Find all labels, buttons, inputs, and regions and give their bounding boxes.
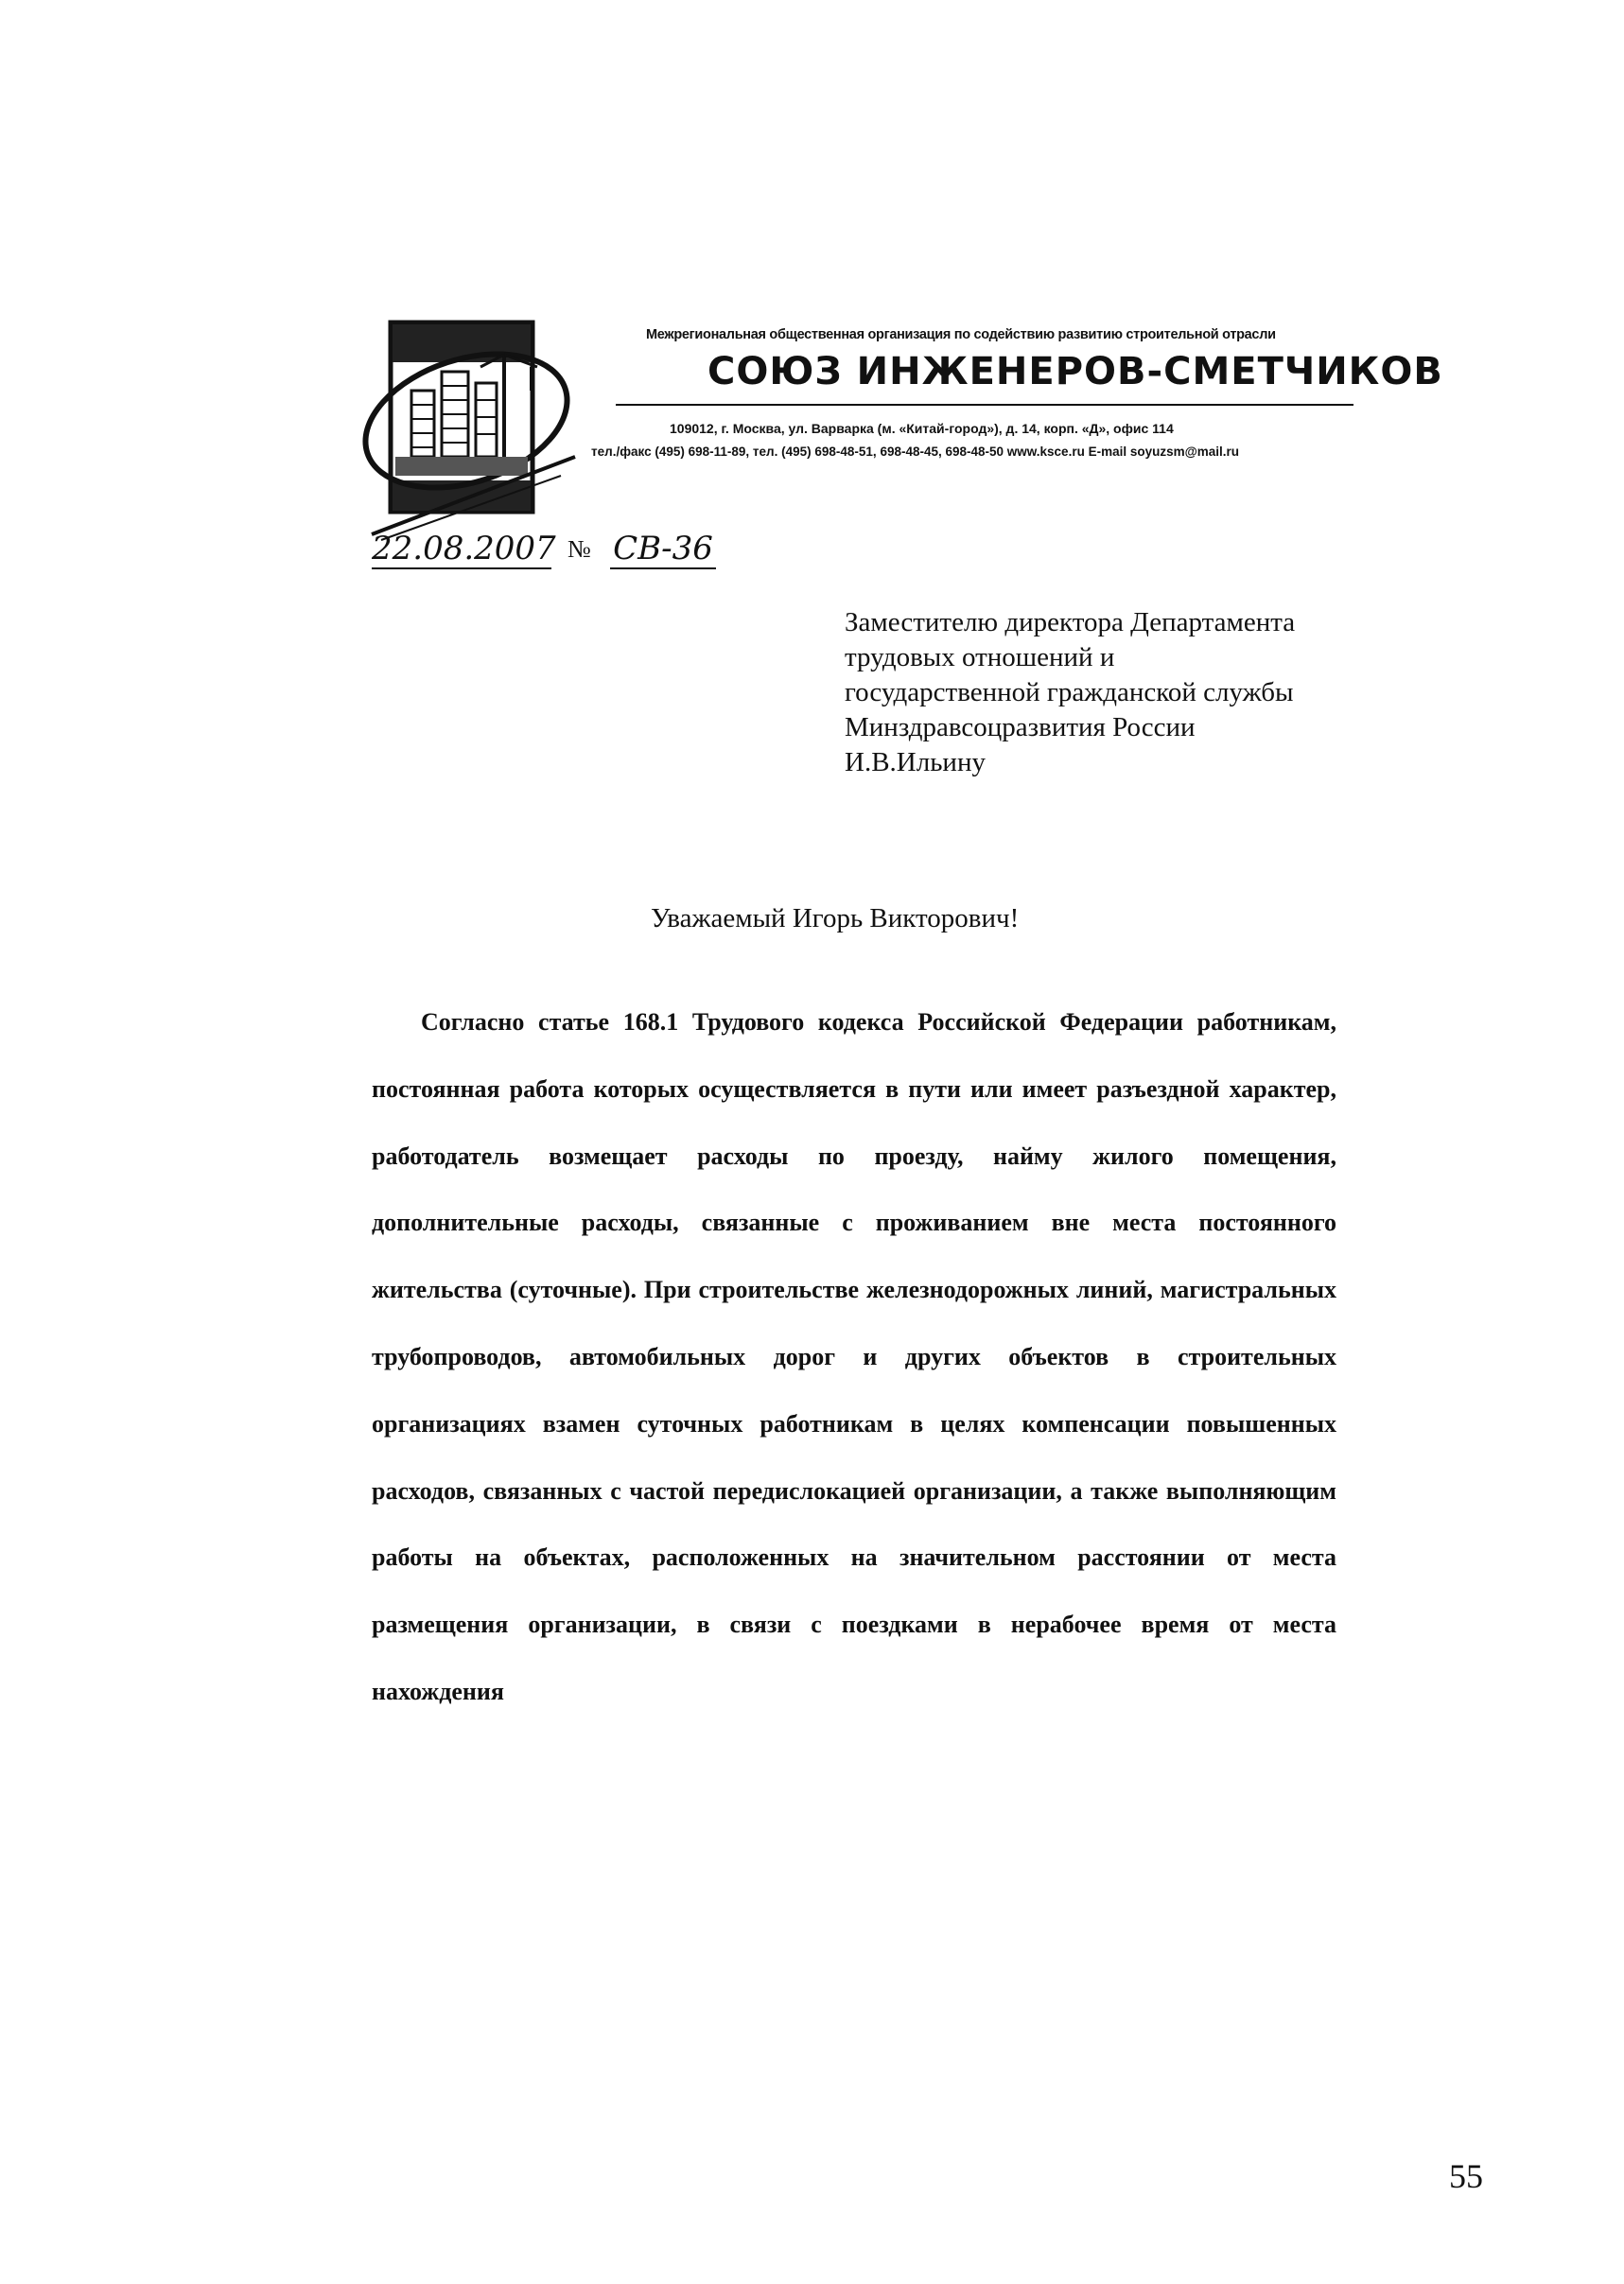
org-address: 109012, г. Москва, ул. Варварка (м. «Китай-город»), д. 14, корп. «Д», офис 114: [670, 421, 1174, 436]
salutation: Уважаемый Игорь Викторович!: [651, 903, 1020, 933]
addressee-line: И.В.Ильину: [845, 747, 986, 777]
body-paragraph: Согласно статье 168.1 Трудового кодекса Российской Федерации работникам, постоянная работа которых осуществляется в пути или имеет разъездной характер, работодатель возмещает расходы по проезду, найму жилого помещения, дополнительные расходы, связанные с проживанием вне места постоянного жительства (суточные). При строительстве железнодорожных линий, магистральных трубопроводов, автомобильных дорог и других объектов в строительных организациях взамен суточных работникам в целях компенсации повышенных расходов, связанных с частой передислокацией организации, а также выполняющим работы на объектах, расположенных на значительном расстоянии от места размещения организации, в связи с поездками в нерабочее время от места нахождения: [372, 1008, 1336, 1705]
addressee-line: Минздравсоцразвития России: [845, 712, 1196, 742]
letterhead-rule: [616, 404, 1353, 406]
registration-number-label: №: [568, 535, 591, 563]
addressee-block: [845, 605, 1374, 780]
page-number: 55: [1449, 2157, 1483, 2195]
addressee-line: трудовых отношений и: [845, 642, 1115, 672]
org-tagline: Межрегиональная общественная организация по содействию развитию строительной отрасли: [646, 327, 1276, 342]
registration-number: СВ-36: [610, 530, 716, 569]
union-logo: [362, 315, 585, 542]
letterhead: [362, 315, 1443, 556]
registration-date: 22.08.2007: [372, 530, 556, 567]
org-name: СОЮЗ ИНЖЕНЕРОВ-СМЕТЧИКОВ: [707, 350, 1443, 393]
addressee-line: Заместителю директора Департамента: [845, 607, 1296, 637]
org-contacts: тел./факс (495) 698-11-89, тел. (495) 698-48-51, 698-48-45, 698-48-50 www.ksce.ru E-mail soyuzsm@mail.ru: [591, 445, 1240, 459]
addressee-line: государственной гражданской службы: [845, 677, 1294, 707]
